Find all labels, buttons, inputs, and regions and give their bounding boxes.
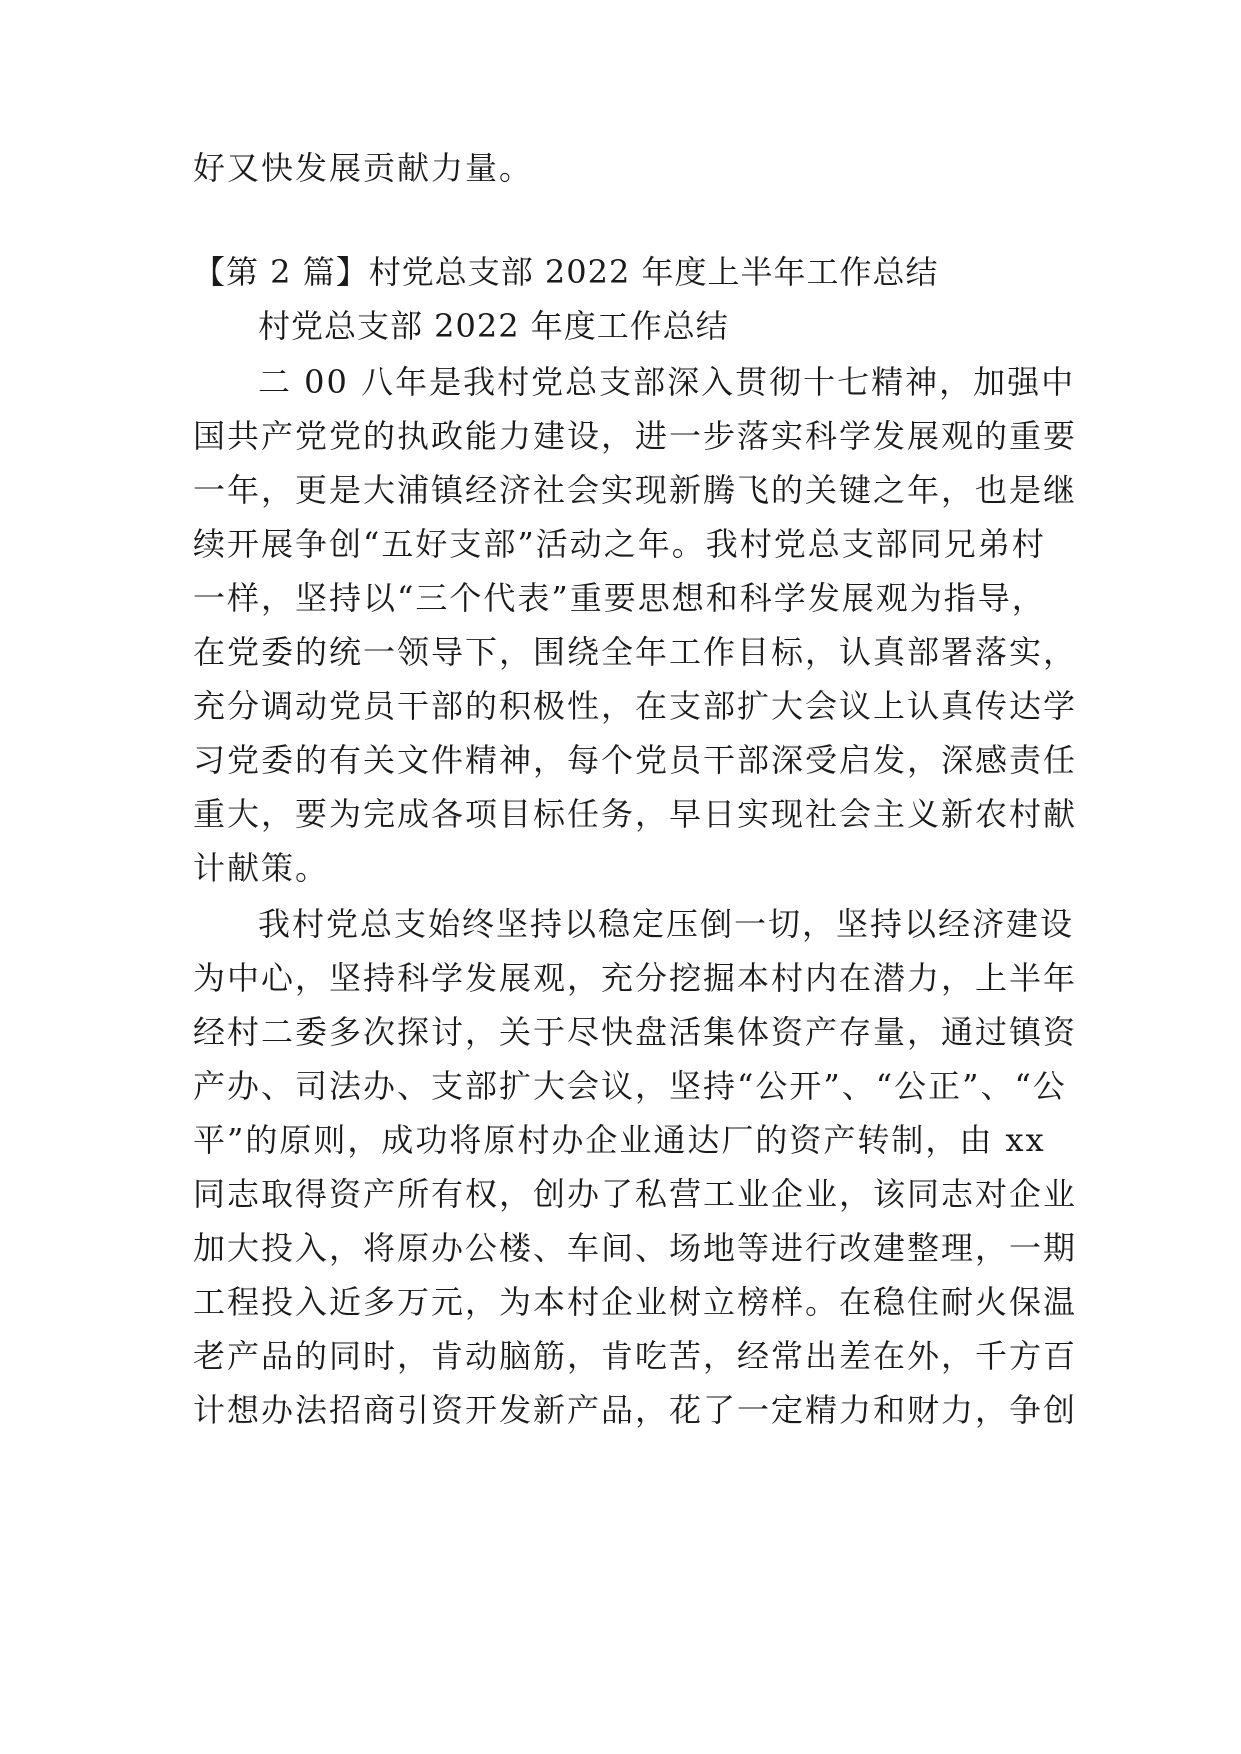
paragraph-line: 为中心，坚持科学发展观，充分挖掘本村内在潜力，上半年: [193, 959, 1078, 997]
paragraph-line: 重大，要为完成各项目标任务，早日实现社会主义新农村献: [193, 795, 1078, 833]
paragraph-line: 老产品的同时，肯动脑筋，肯吃苦，经常出差在外，千方百: [193, 1337, 1078, 1375]
paragraph-line: 一年，更是大浦镇经济社会实现新腾飞的关键之年，也是继: [193, 471, 1078, 509]
paragraph-line: 产办、司法办、支部扩大会议，坚持“公开”、“公正”、“公: [193, 1067, 1067, 1105]
paragraph-line: 计想办法招商引资开发新产品，花了一定精力和财力，争创: [193, 1391, 1078, 1429]
paragraph-line: 计献策。: [193, 849, 330, 887]
paragraph-line: 我村党总支始终坚持以稳定压倒一切，坚持以经济建设: [258, 905, 1075, 943]
paragraph-line: 国共产党党的执政能力建设，进一步落实科学发展观的重要: [193, 417, 1078, 455]
paragraph-line: 续开展争创“五好支部”活动之年。我村党总支部同兄弟村: [193, 525, 1046, 563]
paragraph-line: 在党委的统一领导下，围绕全年工作目标，认真部署落实，: [193, 633, 1078, 671]
paragraph-line: 同志取得资产所有权，创办了私营工业企业，该同志对企业: [193, 1175, 1078, 1213]
paragraph-line: 平”的原则，成功将原村办企业通达厂的资产转制，由 xx: [193, 1121, 1046, 1159]
paragraph-line: 加大投入，将原办公楼、车间、场地等进行改建整理，一期: [193, 1229, 1078, 1267]
paragraph-line: 充分调动党员干部的积极性，在支部扩大会议上认真传达学: [193, 687, 1078, 725]
continuation-line: 好又快发展贡献力量。: [193, 149, 534, 187]
paragraph-line: 一样，坚持以“三个代表”重要思想和科学发展观为指导，: [193, 579, 1046, 617]
paragraph-line: 工程投入近多万元，为本村企业树立榜样。在稳住耐火保温: [193, 1283, 1078, 1321]
paragraph-line: 经村二委多次探讨，关于尽快盘活集体资产存量，通过镇资: [193, 1013, 1078, 1051]
document-title: 村党总支部 2022 年度工作总结: [258, 307, 729, 345]
paragraph-line: 二 00 八年是我村党总支部深入贯彻十七精神，加强中: [258, 363, 1076, 401]
section-heading: 【第 2 篇】村党总支部 2022 年度上半年工作总结: [193, 253, 939, 291]
paragraph-line: 习党委的有关文件精神，每个党员干部深受启发，深感责任: [193, 741, 1078, 779]
